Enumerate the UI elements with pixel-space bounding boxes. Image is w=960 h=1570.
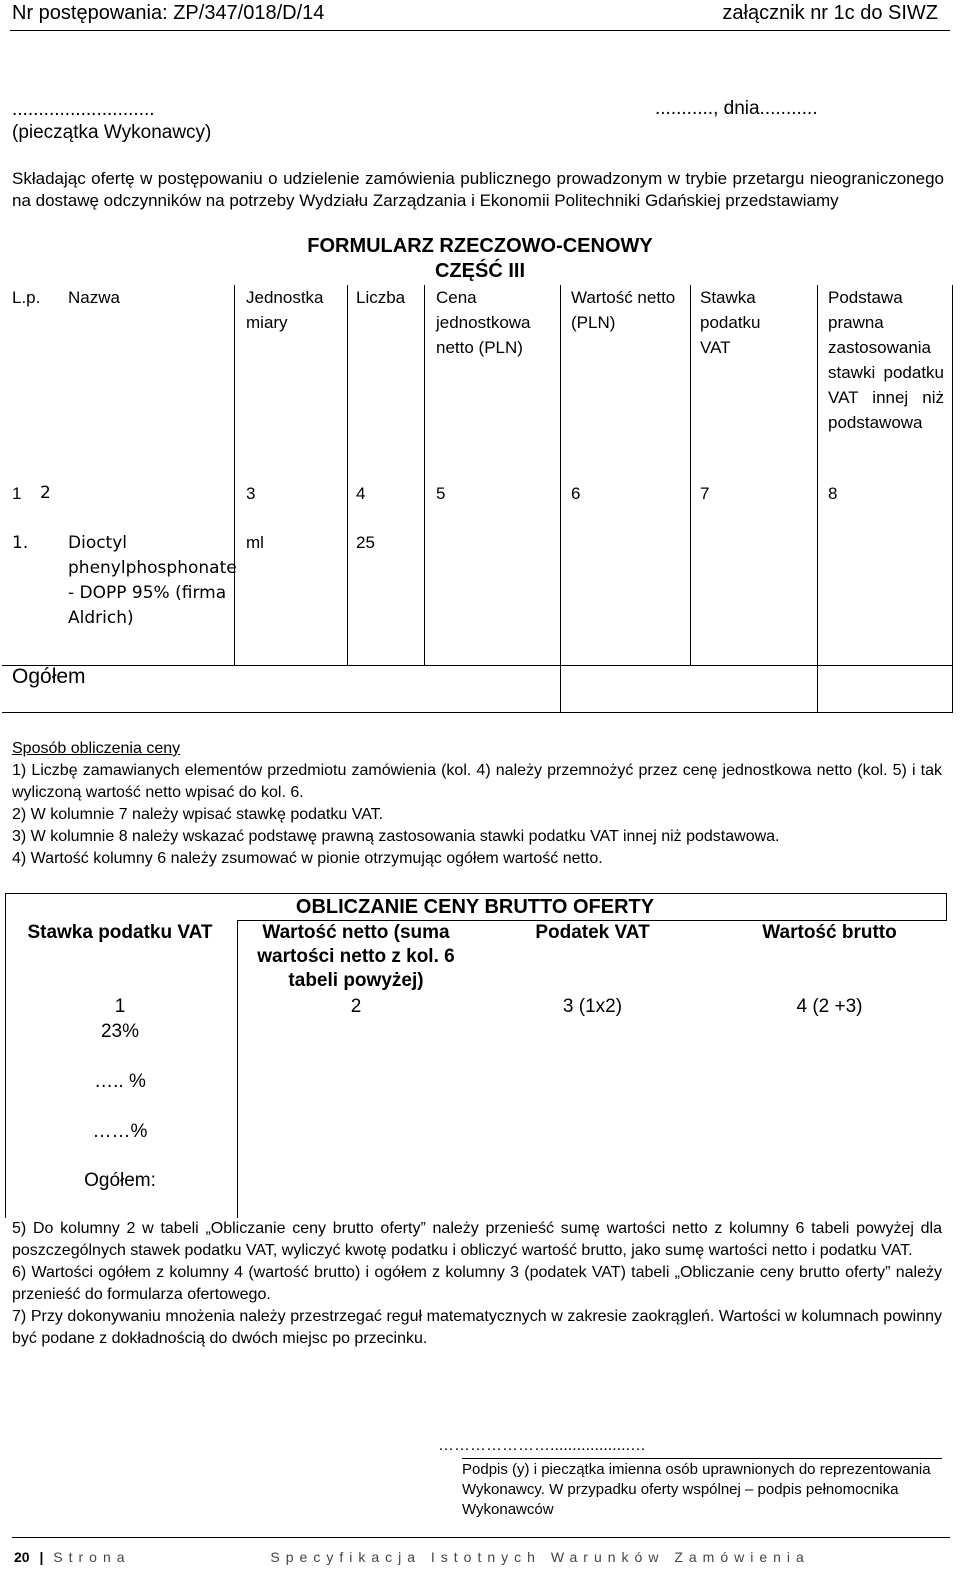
- col-num-2: 2: [40, 483, 51, 503]
- note-6: 6) Wartości ogółem z kolumny 4 (wartość brutto) i ogółem z kolumny 3 (podatek VAT) tabeli „Obliczanie ceny brutto oferty” należy przenieść do formularza ofertowego.: [12, 1264, 942, 1303]
- gross-rate-2: ….. %: [94, 1071, 146, 1092]
- header-case-number: Nr postępowania: ZP/347/018/D/14: [12, 2, 325, 24]
- note-7: 7) Przy dokonywaniu mnożenia należy przestrzegać reguł matematycznych w zakresie zaokrągleń. Wartości w kolumnach powinny być podane z dokładnością do dwóch miejsc po przecinku.: [12, 1308, 942, 1347]
- gross-num-2: 2: [350, 996, 362, 1017]
- method-item-1: 1) Liczbę zamawianych elementów przedmiotu zamówienia (kol. 4) należy przemnożyć przez cenę jednostkowa netto (kol. 5) i tak wyliczoną wartość netto wpisać do kol. 6.: [12, 762, 942, 801]
- footer-word: Strona: [53, 1549, 131, 1565]
- footer-sep: |: [39, 1549, 44, 1565]
- gross-total-label: Ogółem:: [84, 1170, 156, 1191]
- col-num-5: 5: [436, 484, 446, 503]
- header-attachment: załącznik nr 1c do SIWZ: [722, 2, 938, 24]
- gross-header-vat: Podatek VAT: [535, 922, 650, 943]
- footer-title: Specyfikacja Istotnych Warunków Zamówienia: [270, 1549, 810, 1565]
- gross-table-title: OBLICZANIE CENY BRUTTO OFERTY: [295, 896, 655, 918]
- col-header-vat-rate: Stawka podatku VAT: [700, 288, 761, 357]
- date-field: ..........., dnia...........: [655, 98, 818, 119]
- method-item-4: 4) Wartość kolumny 6 należy zsumować w pionie otrzymując ogółem wartość netto.: [12, 850, 603, 867]
- price-form-table: [2, 285, 954, 713]
- total-label: Ogółem: [12, 665, 86, 688]
- col-header-legal-basis: Podstawa prawna zastosowania stawki podatku VAT innej niż podstawowa: [828, 288, 944, 432]
- col-num-1: 1: [12, 484, 22, 503]
- calculation-method: [12, 738, 942, 870]
- method-title: Sposób obliczenia ceny: [12, 740, 181, 757]
- header-divider: [10, 30, 950, 31]
- row-qty: 25: [356, 533, 375, 552]
- note-5: 5) Do kolumny 2 w tabeli „Obliczanie ceny brutto oferty” należy przenieść sumę wartości netto z kolumny 6 tabeli powyżej dla poszczególnych stawek podatku VAT, wyliczyć kwotę podatku i obliczyć wartość brutto, jako sumę wartości netto i podatku VAT.: [12, 1220, 942, 1259]
- gross-num-4: 4 (2 +3): [796, 996, 863, 1017]
- row-name: Dioctyl phenylphosphonate - DOPP 95% (firma Aldrich): [68, 533, 237, 628]
- gross-rate-3: ……%: [92, 1121, 148, 1142]
- contractor-stamp: [12, 98, 211, 144]
- col-num-7: 7: [700, 484, 710, 503]
- signature-block: [438, 1436, 942, 1520]
- col-num-8: 8: [828, 484, 838, 503]
- col-num-3: 3: [246, 484, 256, 503]
- page-number: 20: [14, 1549, 30, 1565]
- method-item-2: 2) W kolumnie 7 należy wpisać stawkę podatku VAT.: [12, 806, 384, 823]
- signature-text: Podpis (y) i pieczątka imienna osób uprawnionych do reprezentowania Wykonawcy. W przypadku oferty wspólnej – podpis pełnomocnika Wykonawców: [462, 1458, 942, 1520]
- col-header-net-value: Wartość netto (PLN): [571, 288, 676, 332]
- gross-num-3: 3 (1x2): [562, 996, 623, 1017]
- col-header-unit: Jednostka miary: [246, 288, 324, 332]
- col-header-unit-price: Cena jednostkowa netto (PLN): [436, 288, 531, 357]
- stamp-label: (pieczątka Wykonawcy): [12, 122, 212, 143]
- method-item-3: 3) W kolumnie 8 należy wskazać podstawę prawną zastosowania stawki podatku VAT innej niż podstawowa.: [12, 828, 780, 845]
- gross-num-1: 1: [114, 996, 126, 1017]
- col-header-name: Nazwa: [68, 288, 120, 307]
- col-header-qty: Liczba: [356, 288, 406, 307]
- row-unit: ml: [246, 533, 264, 552]
- col-num-6: 6: [571, 484, 581, 503]
- footer-divider: [12, 1537, 950, 1538]
- col-num-4: 4: [356, 484, 366, 503]
- col-header-lp: L.p.: [12, 288, 41, 307]
- form-title: FORMULARZ RZECZOWO-CENOWY: [307, 235, 653, 257]
- gross-rate-1: 23%: [100, 1021, 140, 1042]
- gross-header-vat-rate: Stawka podatku VAT: [27, 922, 213, 943]
- notes: [12, 1218, 942, 1350]
- gross-price-table: [5, 893, 947, 1218]
- gross-header-gross: Wartość brutto: [762, 922, 897, 943]
- footer: [14, 1549, 810, 1565]
- intro-paragraph: Składając ofertę w postępowaniu o udzielenie zamówienia publicznego prowadzonym w trybie przetargu nieograniczonego na dostawę odczynników na potrzeby Wydziału Zarządzania i Ekonomii Politechniki Gdańskiej przedstawiamy: [12, 169, 944, 210]
- gross-header-net: Wartość netto (suma wartości netto z kol. 6 tabeli powyżej): [257, 922, 455, 991]
- form-part: CZĘŚĆ III: [434, 260, 525, 282]
- stamp-dots: ...........................: [12, 99, 155, 120]
- row-lp: 1.: [12, 533, 29, 553]
- signature-dots: …………………..................…: [438, 1437, 647, 1454]
